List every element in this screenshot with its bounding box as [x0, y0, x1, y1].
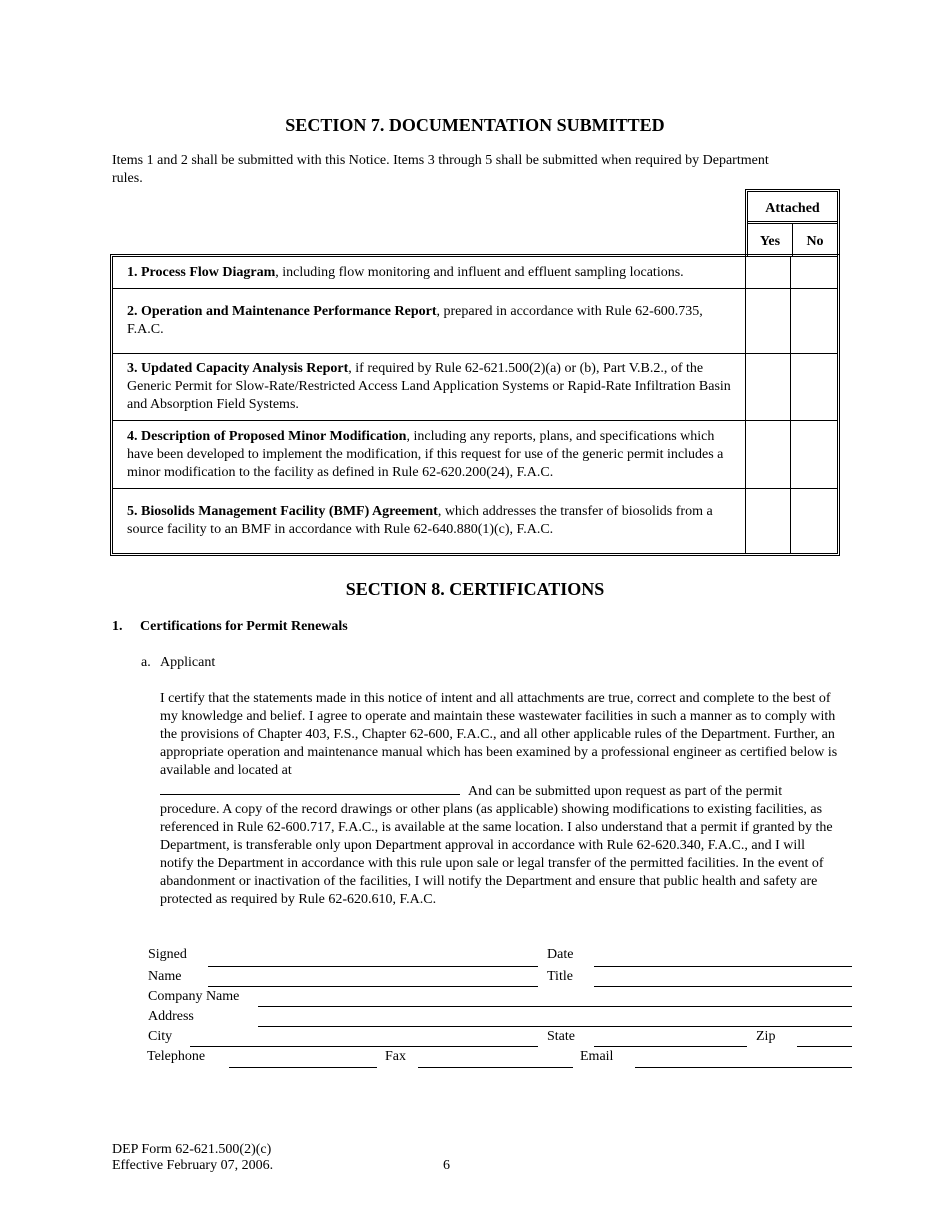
- certifications-heading: 1. Certifications for Permit Renewals: [112, 619, 348, 634]
- fax-label: Fax: [385, 1049, 406, 1064]
- signed-field[interactable]: [208, 966, 538, 967]
- date-field[interactable]: [594, 966, 852, 967]
- email-field[interactable]: [635, 1067, 852, 1068]
- section-7-title: SECTION 7. DOCUMENTATION SUBMITTED: [285, 115, 665, 135]
- yes-column-header: Yes: [748, 224, 793, 257]
- signed-label: Signed: [148, 947, 187, 962]
- city-label: City: [148, 1029, 173, 1044]
- table-row: [113, 288, 837, 353]
- item-2-no-checkbox[interactable]: [791, 289, 837, 353]
- table-row: [113, 420, 837, 488]
- section-8-title: SECTION 8. CERTIFICATIONS: [345, 579, 605, 599]
- attached-header: [745, 189, 840, 257]
- telephone-label: Telephone: [147, 1049, 206, 1064]
- telephone-field[interactable]: [229, 1067, 377, 1068]
- zip-label: Zip: [756, 1029, 776, 1044]
- applicant-subheading: a. Applicant: [141, 655, 216, 670]
- item-description: 5. Biosolids Management Facility (BMF) Agreement, which addresses the transfer of biosolids from a source facility to an BMF in accordance with Rule 62-640.880(1)(c), F.A.C.: [113, 489, 746, 553]
- item-1-yes-checkbox[interactable]: [746, 257, 791, 288]
- city-field[interactable]: [190, 1046, 538, 1047]
- documentation-table: [110, 254, 840, 556]
- item-4-no-checkbox[interactable]: [791, 421, 837, 488]
- item-description: 3. Updated Capacity Analysis Report, if required by Rule 62-621.500(2)(a) or (b), Part V.B.2., of the Generic Permit for Slow-Rate/Restricted Access Land Application Systems or Rapid-Rate Infiltration Basin and Absorption Field Systems.: [113, 354, 746, 420]
- item-4-yes-checkbox[interactable]: [746, 421, 791, 488]
- item-description: 4. Description of Proposed Minor Modification, including any reports, plans, and specifications which have been developed to implement the modification, if this request for use of the generic permit includes a minor modification to the facility as defined in Rule 62-620.200(24), F.A.C.: [113, 421, 746, 488]
- item-5-no-checkbox[interactable]: [791, 489, 837, 553]
- address-field[interactable]: [258, 1026, 852, 1027]
- item-3-no-checkbox[interactable]: [791, 354, 837, 420]
- table-row: [113, 488, 837, 553]
- item-description: 2. Operation and Maintenance Performance Report, prepared in accordance with Rule 62-600.735, F.A.C.: [113, 289, 746, 353]
- section-7-intro: Items 1 and 2 shall be submitted with this Notice. Items 3 through 5 shall be submitted when required by Department rules.: [112, 153, 769, 186]
- fax-field[interactable]: [418, 1067, 573, 1068]
- effective-date: Effective February 07, 2006.: [112, 1158, 274, 1173]
- email-label: Email: [580, 1049, 614, 1064]
- no-column-header: No: [806, 234, 824, 249]
- zip-field[interactable]: [797, 1046, 852, 1047]
- item-description: 1. Process Flow Diagram, including flow monitoring and influent and effluent sampling locations.: [113, 257, 746, 288]
- address-label: Address: [148, 1009, 194, 1024]
- item-5-yes-checkbox[interactable]: [746, 489, 791, 553]
- state-label: State: [547, 1029, 575, 1044]
- table-row: [113, 353, 837, 420]
- form-id: DEP Form 62-621.500(2)(c): [112, 1142, 272, 1157]
- certification-text-part1: I certify that the statements made in this notice of intent and all attachments are true, correct and complete to the best of my knowledge and belief. I agree to operate and maintain these wastewater facilities in such a manner as to comply with the provisions of Chapter 403, F.S., Chapter 62-600, F.A.C., and all other applicable rules of the Department. Further, an appropriate operation and maintenance manual which has been examined by a professional engineer as certified below is available and located at: [160, 691, 838, 778]
- item-3-yes-checkbox[interactable]: [746, 354, 791, 420]
- certification-text-part2: And can be submitted upon request as part of the permit procedure. A copy of the record drawings or other plans (as applicable) showing modifications to existing facilities, as referenced in Rule 62-600.717, F.A.C., is available at the same location. I also understand that a permit if granted by the Department, is transferable only upon Department approval in accordance with Rule 62-620.340, F.A.C., and I will notify the Department in accordance with this rule upon sale or legal transfer of the permitted facilities. In the event of abandonment or inactivation of the facilities, I will notify the Department and ensure that public health and safety are protected as required by Rule 62-620.610, F.A.C.: [160, 784, 833, 907]
- attached-title: Attached: [748, 192, 837, 224]
- company-name-field[interactable]: [258, 1006, 852, 1007]
- table-row: [113, 257, 837, 288]
- name-label: Name: [148, 969, 182, 984]
- company-name-label: Company Name: [148, 989, 240, 1004]
- name-field[interactable]: [208, 986, 538, 987]
- state-field[interactable]: [594, 1046, 747, 1047]
- title-label: Title: [547, 969, 573, 984]
- item-2-yes-checkbox[interactable]: [746, 289, 791, 353]
- date-label: Date: [547, 947, 574, 962]
- title-field[interactable]: [594, 986, 852, 987]
- page-number: 6: [443, 1158, 450, 1173]
- item-1-no-checkbox[interactable]: [791, 257, 837, 288]
- manual-location-field[interactable]: [160, 782, 460, 795]
